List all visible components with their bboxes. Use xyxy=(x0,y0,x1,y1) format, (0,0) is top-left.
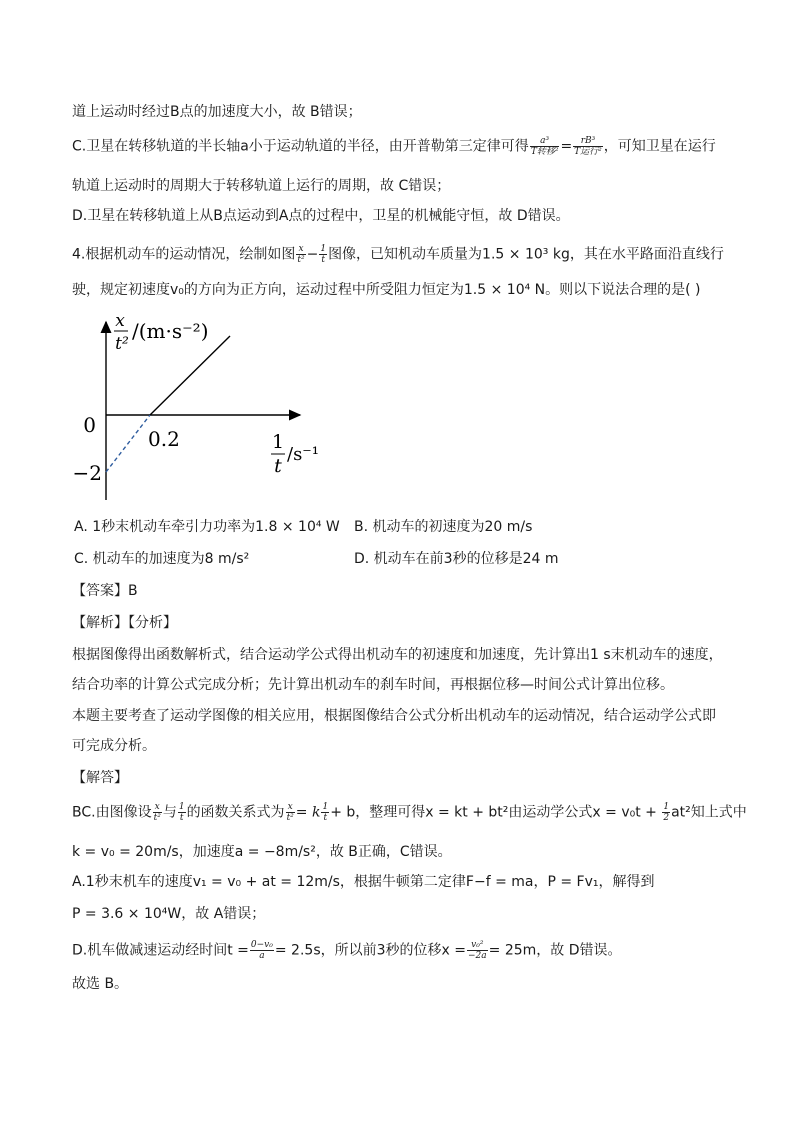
fraction-den: t xyxy=(179,813,184,823)
option-d: D. 机动车在前3秒的位移是24 m xyxy=(354,551,559,567)
question-line-2: 驶，规定初速度v₀的方向为正方向，运动过程中所受阻力恒定为1.5 × 10⁴ N。则以下说法合理的是( ) xyxy=(72,282,701,298)
text-line-3: 轨道上运动时的周期大于转移轨道上运行的周期，故 C错误； xyxy=(72,178,451,194)
option-a: A. 1秒末机动车牵引力功率为1.8 × 10⁴ W xyxy=(74,519,340,535)
fraction-num: x xyxy=(296,244,305,255)
x-label-den: t xyxy=(274,455,282,477)
fraction-num: 1 xyxy=(178,802,185,812)
solution-label: 【解答】 xyxy=(72,770,128,786)
fraction-x-over-t2 xyxy=(153,802,162,823)
text-segment: 图像，已知机动车质量为1.5 × 10³ kg，其在水平路面沿直线行 xyxy=(328,246,724,263)
fraction-num: 1 xyxy=(322,802,329,812)
text-line-1: 道上运动时经过B点的加速度大小，故 B错误； xyxy=(72,104,362,120)
analysis-label: 【解析】【分析】 xyxy=(72,615,177,631)
question-line-1 xyxy=(72,244,724,265)
solution-line-3: A.1秒末机车的速度v₁ = v₀ + at = 12m/s，根据牛顿第二定律F−f = ma，P = Fv₁，解得到 xyxy=(72,874,655,890)
origin-label: 0 xyxy=(83,413,96,437)
text-line-2 xyxy=(72,136,716,157)
text-segment: = k xyxy=(295,804,321,821)
text-segment: = 25m，故 D错误。 xyxy=(488,942,622,959)
analysis-para-4: 可完成分析。 xyxy=(72,738,156,754)
fraction-x-over-t2 xyxy=(286,802,295,823)
text-segment: 的函数关系式为 xyxy=(186,804,285,821)
fraction-num: x xyxy=(286,802,295,813)
graph-line xyxy=(150,336,230,415)
fraction-den: t² xyxy=(286,813,294,823)
solution-line-6: 故选 B。 xyxy=(72,976,129,992)
text-segment: = 2.5s，所以前3秒的位移x = xyxy=(274,942,466,959)
y-label-num: x xyxy=(115,311,125,331)
fraction-num: 1 xyxy=(320,244,327,254)
fraction-den: t xyxy=(323,813,328,823)
fraction-num: rB³ xyxy=(573,136,603,147)
fraction-den: T转移² xyxy=(530,147,559,157)
answer-label: 【答案】B xyxy=(72,583,138,599)
x-tick-label: 0.2 xyxy=(148,427,180,451)
fraction-1-over-t xyxy=(321,802,329,823)
option-b: B. 机动车的初速度为20 m/s xyxy=(354,519,533,535)
fraction-one-half xyxy=(662,802,670,823)
solution-line-1 xyxy=(72,802,747,823)
text-segment: at²知上式中 xyxy=(671,804,747,821)
x-label-num: 1 xyxy=(271,431,285,453)
text-line-4: D.卫星在转移轨道上从B点运动到A点的过程中，卫星的机械能守恒，故 D错误。 xyxy=(72,208,570,224)
xt2-vs-1t-graph xyxy=(72,308,332,508)
fraction-x-over-t2 xyxy=(296,244,305,265)
fraction-rb3-over-t xyxy=(573,136,603,157)
fraction-den: t² xyxy=(297,255,305,265)
fraction-time xyxy=(250,940,274,961)
y-tick-label: −2 xyxy=(72,461,102,485)
fraction-num: v₀² xyxy=(467,940,488,951)
fraction-den: 2 xyxy=(663,813,670,823)
y-unit: /(m·s⁻²) xyxy=(132,319,209,343)
fraction-1-over-t xyxy=(178,802,186,823)
x-unit: /s⁻¹ xyxy=(287,444,320,465)
dash: − xyxy=(306,246,319,263)
fraction-den: a xyxy=(259,951,265,961)
fraction-num: x xyxy=(153,802,162,813)
analysis-para-2: 结合功率的计算公式完成分析；先计算出机动车的刹车时间，再根据位移—时间公式计算出位移。 xyxy=(72,677,674,693)
text-segment: BC.由图像设 xyxy=(72,804,152,821)
text-segment: D.机车做减速运动经时间t = xyxy=(72,942,249,959)
fraction-1-over-t xyxy=(319,244,327,265)
equals-sign: = xyxy=(560,138,573,155)
y-label-den: t² xyxy=(115,334,129,354)
fraction-num: a³ xyxy=(530,136,560,147)
text-segment: C.卫星在转移轨道的半长轴a小于运动轨道的半径，由开普勒第三定律可得 xyxy=(72,138,529,155)
fraction-den: t² xyxy=(153,813,161,823)
analysis-para-1: 根据图像得出函数解析式，结合运动学公式得出机动车的初速度和加速度，先计算出1 s末机动车的速度， xyxy=(72,647,723,663)
analysis-para-3: 本题主要考查了运动学图像的相关应用，根据图像结合公式分析出机动车的运动情况，结合运动学公式即 xyxy=(72,708,716,724)
text-segment: ，可知卫星在运行 xyxy=(603,138,716,155)
option-c: C. 机动车的加速度为8 m/s² xyxy=(74,551,250,567)
fraction-a3-over-t xyxy=(530,136,560,157)
text-segment: 4.根据机动车的运动情况，绘制如图 xyxy=(72,246,296,263)
text-segment: + b，整理可得x = kt + bt²由运动学公式x = v₀t + xyxy=(330,804,662,821)
solution-line-4: P = 3.6 × 10⁴W，故 A错误； xyxy=(72,906,266,922)
fraction-den: T运行² xyxy=(574,147,602,157)
solution-line-5 xyxy=(72,940,622,961)
text-segment: 与 xyxy=(162,804,177,821)
fraction-den: t xyxy=(321,255,325,265)
fraction-num: 0−v₀ xyxy=(250,940,273,950)
fraction-den: −2a xyxy=(468,951,487,961)
extension-dashed-line xyxy=(106,415,150,472)
fraction-num: 1 xyxy=(663,802,670,812)
fraction-displacement xyxy=(467,940,488,961)
solution-line-2: k = v₀ = 20m/s，加速度a = −8m/s²，故 B正确，C错误。 xyxy=(72,844,452,860)
